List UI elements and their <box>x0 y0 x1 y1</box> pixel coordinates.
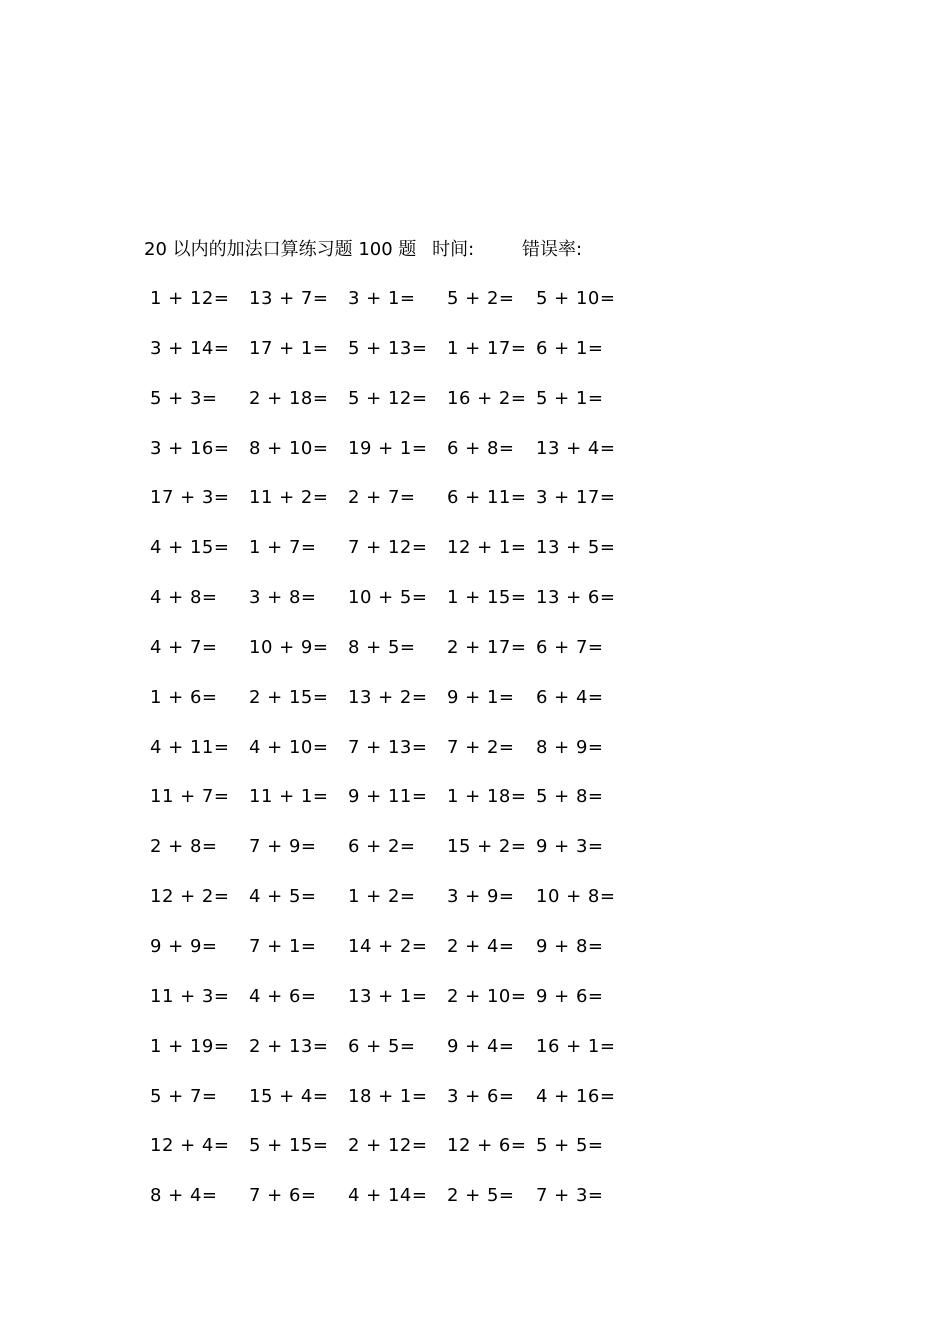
problem-item: 2 + 5= <box>447 1185 515 1207</box>
problem-row <box>150 734 630 784</box>
problem-item: 4 + 14= <box>348 1185 428 1207</box>
problem-item: 17 + 3= <box>150 487 230 509</box>
problem-item: 11 + 1= <box>249 786 329 808</box>
problem-item: 11 + 3= <box>150 985 230 1007</box>
problem-item: 5 + 2= <box>447 288 515 309</box>
problem-item: 4 + 10= <box>249 736 329 758</box>
problem-item: 13 + 6= <box>536 587 616 609</box>
problem-item: 10 + 9= <box>249 636 329 658</box>
problem-item: 6 + 2= <box>348 836 416 858</box>
problem-item: 15 + 4= <box>249 1085 329 1107</box>
problem-item: 1 + 19= <box>150 1035 230 1057</box>
problem-row <box>150 933 630 983</box>
problem-row <box>150 484 630 534</box>
problem-item: 3 + 17= <box>536 487 616 509</box>
problem-item: 14 + 2= <box>348 935 428 957</box>
problem-item: 8 + 10= <box>249 437 329 459</box>
problem-item: 5 + 8= <box>536 786 604 808</box>
problem-item: 1 + 17= <box>447 337 527 359</box>
problem-item: 3 + 8= <box>249 587 317 609</box>
problem-item: 7 + 3= <box>536 1185 604 1207</box>
problem-row <box>150 684 630 734</box>
problem-item: 19 + 1= <box>348 437 428 459</box>
problem-item: 16 + 1= <box>536 1035 616 1057</box>
worksheet-header <box>144 236 582 264</box>
problem-row <box>150 1083 630 1133</box>
problem-item: 15 + 2= <box>447 836 527 858</box>
problem-item: 7 + 2= <box>447 736 515 758</box>
problem-item: 3 + 1= <box>348 288 416 309</box>
problem-item: 11 + 2= <box>249 487 329 509</box>
problem-item: 4 + 5= <box>249 886 317 908</box>
problem-item: 5 + 5= <box>536 1135 604 1157</box>
problem-item: 8 + 9= <box>536 736 604 758</box>
problem-item: 3 + 6= <box>447 1085 515 1107</box>
problem-item: 7 + 12= <box>348 537 428 559</box>
problem-item: 3 + 14= <box>150 337 230 359</box>
problem-row <box>150 1033 630 1083</box>
problem-item: 5 + 13= <box>348 337 428 359</box>
problem-item: 2 + 12= <box>348 1135 428 1157</box>
problem-item: 13 + 5= <box>536 537 616 559</box>
problem-item: 5 + 3= <box>150 387 218 409</box>
problem-item: 1 + 7= <box>249 537 317 559</box>
problem-item: 12 + 4= <box>150 1135 230 1157</box>
problem-grid <box>150 285 630 1232</box>
problem-item: 13 + 4= <box>536 437 616 459</box>
problem-item: 6 + 4= <box>536 686 604 708</box>
problem-item: 1 + 6= <box>150 686 218 708</box>
problem-item: 8 + 5= <box>348 636 416 658</box>
problem-item: 7 + 6= <box>249 1185 317 1207</box>
problem-item: 5 + 10= <box>536 288 616 309</box>
problem-item: 2 + 4= <box>447 935 515 957</box>
problem-item: 3 + 9= <box>447 886 515 908</box>
problem-item: 9 + 8= <box>536 935 604 957</box>
problem-item: 5 + 7= <box>150 1085 218 1107</box>
problem-row <box>150 335 630 385</box>
problem-item: 9 + 6= <box>536 985 604 1007</box>
problem-item: 1 + 15= <box>447 587 527 609</box>
problem-item: 4 + 16= <box>536 1085 616 1107</box>
problem-item: 4 + 15= <box>150 537 230 559</box>
problem-item: 7 + 13= <box>348 736 428 758</box>
time-label: 时间: <box>432 239 475 260</box>
problem-item: 4 + 6= <box>249 985 317 1007</box>
problem-item: 5 + 15= <box>249 1135 329 1157</box>
problem-item: 8 + 4= <box>150 1185 218 1207</box>
problem-item: 7 + 1= <box>249 935 317 957</box>
problem-item: 18 + 1= <box>348 1085 428 1107</box>
problem-item: 2 + 15= <box>249 686 329 708</box>
problem-row <box>150 983 630 1033</box>
problem-item: 6 + 8= <box>447 437 515 459</box>
problem-item: 12 + 2= <box>150 886 230 908</box>
problem-item: 4 + 11= <box>150 736 230 758</box>
problem-row <box>150 1182 630 1232</box>
problem-item: 16 + 2= <box>447 387 527 409</box>
problem-item: 10 + 8= <box>536 886 616 908</box>
problem-item: 11 + 7= <box>150 786 230 808</box>
problem-item: 2 + 13= <box>249 1035 329 1057</box>
problem-row <box>150 285 630 335</box>
problem-item: 2 + 18= <box>249 387 329 409</box>
problem-item: 9 + 3= <box>536 836 604 858</box>
error-rate-label: 错误率: <box>521 239 583 260</box>
problem-item: 13 + 1= <box>348 985 428 1007</box>
problem-item: 7 + 9= <box>249 836 317 858</box>
problem-item: 6 + 7= <box>536 636 604 658</box>
problem-item: 9 + 4= <box>447 1035 515 1057</box>
problem-row <box>150 385 630 435</box>
problem-item: 9 + 9= <box>150 935 218 957</box>
problem-item: 1 + 18= <box>447 786 527 808</box>
problem-row <box>150 783 630 833</box>
problem-item: 5 + 1= <box>536 387 604 409</box>
problem-item: 12 + 1= <box>447 537 527 559</box>
problem-item: 13 + 2= <box>348 686 428 708</box>
problem-item: 2 + 7= <box>348 487 416 509</box>
problem-row <box>150 584 630 634</box>
problem-item: 9 + 11= <box>348 786 428 808</box>
problem-item: 2 + 10= <box>447 985 527 1007</box>
problem-item: 6 + 5= <box>348 1035 416 1057</box>
problem-item: 6 + 11= <box>447 487 527 509</box>
problem-item: 17 + 1= <box>249 337 329 359</box>
problem-item: 4 + 7= <box>150 636 218 658</box>
problem-row <box>150 435 630 485</box>
problem-item: 3 + 16= <box>150 437 230 459</box>
problem-item: 9 + 1= <box>447 686 515 708</box>
problem-item: 1 + 12= <box>150 288 230 309</box>
problem-row <box>150 883 630 933</box>
worksheet-title: 20 以内的加法口算练习题 100 题 <box>144 239 417 260</box>
problem-item: 6 + 1= <box>536 337 604 359</box>
problem-row <box>150 534 630 584</box>
problem-row <box>150 634 630 684</box>
problem-row <box>150 833 630 883</box>
problem-row <box>150 1132 630 1182</box>
problem-item: 12 + 6= <box>447 1135 527 1157</box>
problem-item: 2 + 17= <box>447 636 527 658</box>
problem-item: 1 + 2= <box>348 886 416 908</box>
problem-item: 10 + 5= <box>348 587 428 609</box>
problem-item: 13 + 7= <box>249 288 329 309</box>
problem-item: 5 + 12= <box>348 387 428 409</box>
problem-item: 2 + 8= <box>150 836 218 858</box>
problem-item: 4 + 8= <box>150 587 218 609</box>
